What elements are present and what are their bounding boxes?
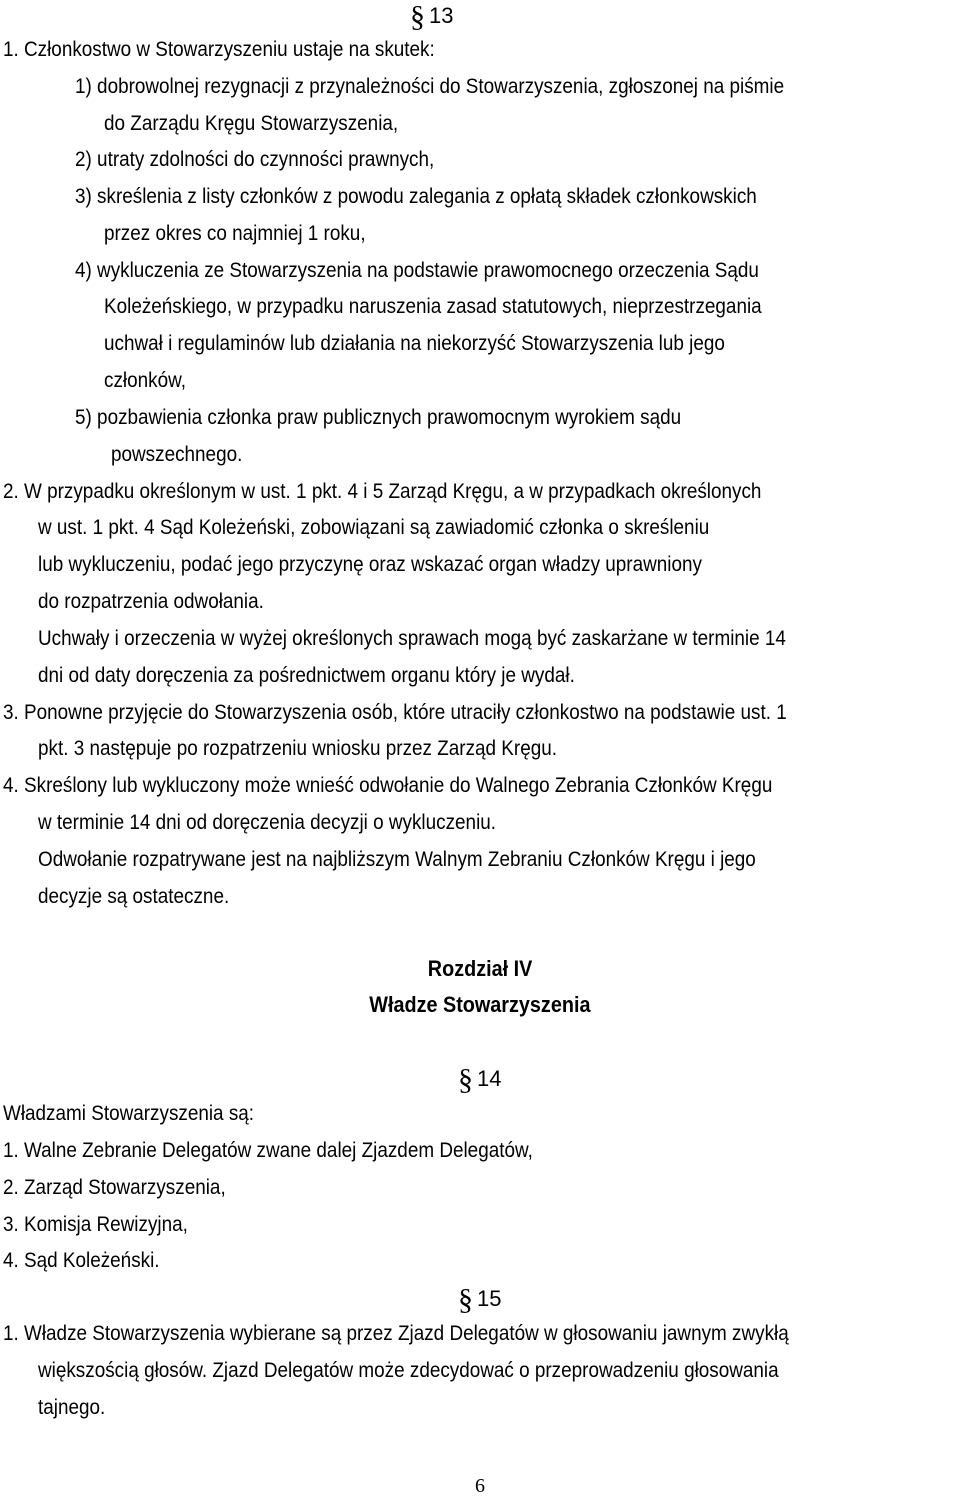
- s13-line-18: dni od daty doręczenia za pośrednictwem organu który je wydał.: [38, 664, 575, 687]
- s15-line-2: większością głosów. Zjazd Delegatów może zdecydować o przeprowadzeniu głosowania: [38, 1359, 779, 1382]
- s14-line-4: 3. Komisja Rewizyjna,: [3, 1213, 188, 1236]
- page-number: 6: [475, 1475, 485, 1497]
- s13-line-12: powszechnego.: [111, 443, 243, 466]
- s13-line-2: 1) dobrowolnej rezygnacji z przynależności do Stowarzyszenia, zgłoszonej na piśmie: [75, 75, 785, 98]
- s14-line-3: 2. Zarząd Stowarzyszenia,: [3, 1176, 226, 1199]
- s13-line-11: 5) pozbawienia członka praw publicznych prawomocnym wyrokiem sądu: [75, 406, 682, 429]
- s13-line-21: 4. Skreślony lub wykluczony może wnieść odwołanie do Walnego Zebrania Członków Kręgu: [3, 774, 773, 797]
- s13-line-4: 2) utraty zdolności do czynności prawnych,: [75, 148, 435, 171]
- section-14-heading: [458, 1063, 502, 1096]
- s15-line-3: tajnego.: [38, 1396, 106, 1419]
- s14-line-5: 4. Sąd Koleżeński.: [3, 1249, 160, 1272]
- s13-line-7: 4) wykluczenia ze Stowarzyszenia na podstawie prawomocnego orzeczenia Sądu: [75, 259, 759, 282]
- chapter-subtitle-text: Władze Stowarzyszenia: [369, 992, 591, 1017]
- s13-line-17: Uchwały i orzeczenia w wyżej określonych sprawach mogą być zaskarżane w terminie 14: [38, 627, 786, 650]
- s13-line-22: w terminie 14 dni od doręczenia decyzji o wykluczeniu.: [38, 811, 497, 834]
- s13-line-16: do rozpatrzenia odwołania.: [38, 590, 264, 613]
- s13-line-15: lub wykluczeniu, podać jego przyczynę oraz wskazać organ władzy uprawniony: [38, 553, 702, 576]
- s14-line-1: Władzami Stowarzyszenia są:: [3, 1102, 255, 1125]
- s13-line-14: w ust. 1 pkt. 4 Sąd Koleżeński, zobowiązani są zawiadomić członka o skreśleniu: [38, 516, 710, 539]
- section-number: 13: [429, 3, 454, 28]
- s13-line-24: decyzje są ostateczne.: [38, 885, 230, 908]
- s13-line-1: 1. Członkostwo w Stowarzyszeniu ustaje na skutek:: [3, 38, 435, 61]
- section-number: 15: [477, 1286, 502, 1311]
- chapter-title: [0, 955, 960, 983]
- section-13-heading: [410, 0, 454, 33]
- s13-line-19: 3. Ponowne przyjęcie do Stowarzyszenia osób, które utraciły członkostwo na podstawie ust. 1: [3, 701, 787, 724]
- section-symbol: §: [410, 0, 425, 33]
- s13-line-3: do Zarządu Kręgu Stowarzyszenia,: [104, 112, 399, 135]
- chapter-subtitle: [0, 991, 960, 1019]
- s13-line-20: pkt. 3 następuje po rozpatrzeniu wniosku przez Zarząd Kręgu.: [38, 737, 557, 760]
- s13-line-5: 3) skreślenia z listy członków z powodu zalegania z opłatą składek członkowskich: [75, 185, 757, 208]
- section-number: 14: [477, 1066, 502, 1091]
- s13-line-8: Koleżeńskiego, w przypadku naruszenia zasad statutowych, nieprzestrzegania: [104, 295, 762, 318]
- s13-line-23: Odwołanie rozpatrywane jest na najbliższym Walnym Zebraniu Członków Kręgu i jego: [38, 848, 756, 871]
- s13-line-9: uchwał i regulaminów lub działania na niekorzyść Stowarzyszenia lub jego: [104, 332, 725, 355]
- s13-line-13: 2. W przypadku określonym w ust. 1 pkt. 4 i 5 Zarząd Kręgu, a w przypadkach określonych: [3, 480, 762, 503]
- chapter-title-text: Rozdział IV: [427, 956, 533, 981]
- section-15-heading: [458, 1283, 502, 1316]
- s13-line-6: przez okres co najmniej 1 roku,: [104, 222, 366, 245]
- s13-line-10: członków,: [104, 369, 186, 392]
- s14-line-2: 1. Walne Zebranie Delegatów zwane dalej Zjazdem Delegatów,: [3, 1139, 533, 1162]
- s15-line-1: 1. Władze Stowarzyszenia wybierane są przez Zjazd Delegatów w głosowaniu jawnym zwykłą: [3, 1322, 789, 1345]
- section-symbol: §: [458, 1063, 473, 1096]
- section-symbol: §: [458, 1283, 473, 1316]
